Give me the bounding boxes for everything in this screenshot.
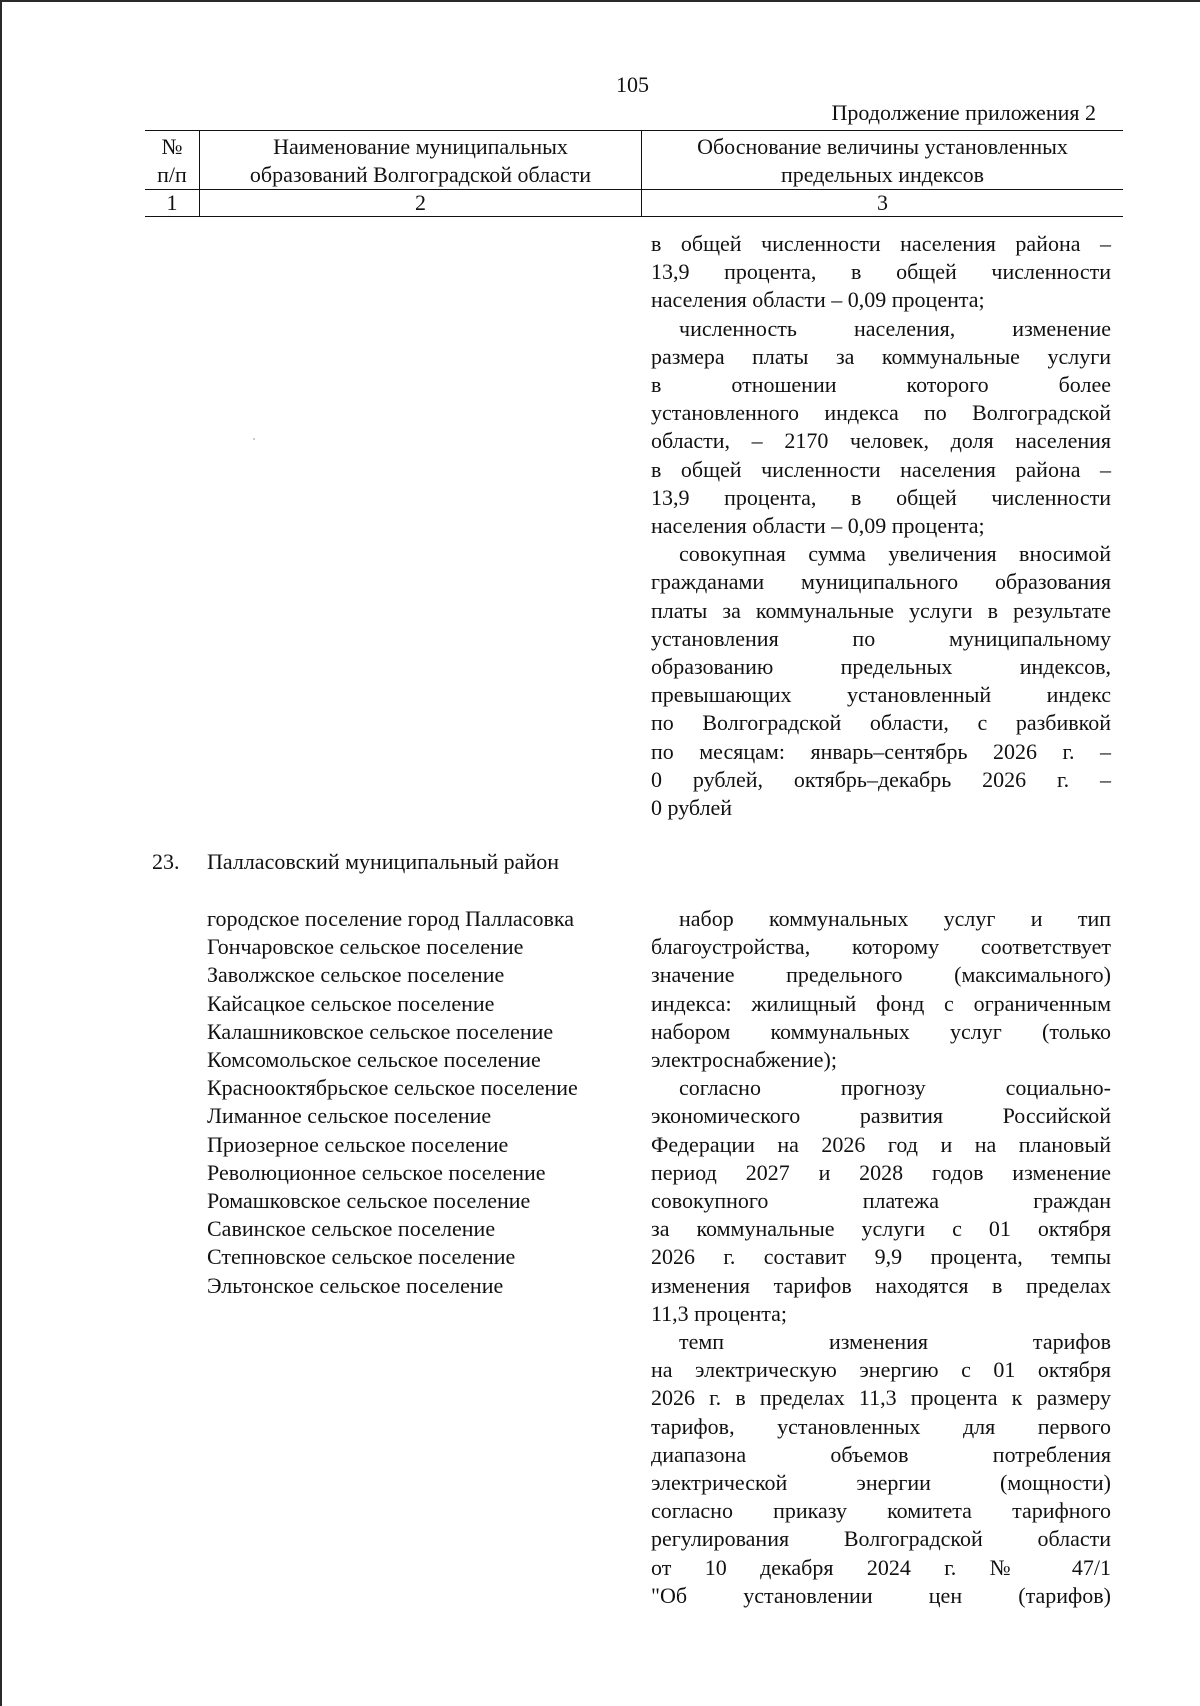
column-number-2: 2 [200,190,642,216]
text-line: по месяцам: январь–сентябрь 2026 г. – [651,738,1111,764]
text-line: гражданами муниципального образования [651,569,1111,595]
list-item: Лиманное сельское поселение [207,1103,492,1129]
text-line: в общей численности населения района – [651,456,1111,482]
list-item: Краснооктябрьское сельское поселение [207,1075,578,1101]
text-line: платы за коммунальные услуги в результате [651,597,1111,623]
header-col-name [200,131,642,189]
text-line: 13,9 процента, в общей численности [651,484,1111,510]
text-line: размера платы за коммунальные услуги [651,343,1111,369]
text-line: согласно приказу комитета тарифного [651,1498,1111,1524]
text-line: благоустройства, которому соответствует [651,934,1111,960]
appendix-note: Продолжение приложения 2 [831,100,1096,125]
text-line: 13,9 процента, в общей численности [651,259,1111,285]
text-line: по Волгоградской области, с разбивкой [651,710,1111,736]
text-line: диапазона объемов потребления [651,1441,1111,1467]
column-number-3: 3 [877,190,888,215]
text-line: набор коммунальных услуг и тип [679,906,1111,931]
page-number: 105 [616,72,649,97]
district-name: Палласовский муниципальный район [207,849,559,874]
list-item: Революционное сельское поселение [207,1159,546,1185]
text-line: превышающих установленный индекс [651,682,1111,708]
justification-block-row23 [651,905,1111,1610]
text-line: численность населения, изменение [679,315,1111,341]
header-col3-line1: Обоснование величины установленных [697,134,1068,159]
text-line: электрической энергии (мощности) [651,1470,1111,1496]
header-col1-line1: № [161,134,183,159]
header-col2-line2: образований Волгоградской области [249,162,592,187]
table-column-numbers-row [145,189,1123,217]
table-header [145,130,1123,217]
list-item: Комсомольское сельское поселение [207,1047,541,1073]
list-item: Гончаровское сельское поселение [207,934,524,960]
text-line: тарифов, установленных для первого [651,1413,1111,1439]
list-item: Степновское сельское поселение [207,1244,516,1270]
text-line: от 10 декабря 2024 г. № 47/1 [651,1554,1111,1580]
list-item: Эльтонское сельское поселение [207,1272,504,1298]
settlement-list [207,905,578,1300]
text-line: "Об установлении цен (тарифов) [651,1582,1111,1608]
header-col2-line1: Наименование муниципальных [273,134,568,159]
text-line: за коммунальные услуги с 01 октября [651,1216,1111,1242]
text-line: согласно прогнозу социально- [679,1075,1111,1101]
text-line: 2026 г. составит 9,9 процента, темпы [651,1244,1111,1270]
text-line: Федерации на 2026 год и на плановый [651,1131,1111,1157]
scan-speck [253,438,255,440]
text-line: совокупная сумма увеличения вносимой [679,541,1111,567]
header-col1-line2: п/п [157,162,187,187]
header-col3-line2: предельных индексов [780,162,985,187]
text-line: изменения тарифов находятся в пределах [651,1272,1111,1298]
text-line: установления по муниципальному [651,625,1111,651]
text-line: образованию предельных индексов, [651,654,1111,680]
text-line: электроснабжение); [651,1047,837,1073]
row-number: 23. [152,849,180,874]
text-line: 0 рублей [651,795,733,821]
list-item: Кайсацкое сельское поселение [207,990,495,1016]
text-line: в отношении которого более [651,372,1111,398]
list-item: Заволжское сельское поселение [207,962,505,988]
header-col-number [145,131,200,189]
list-item: городское поселение город Палласовка [207,906,574,931]
header-col-justification [642,131,1123,189]
text-line: 0 рублей, октябрь–декабрь 2026 г. – [651,766,1111,792]
text-line: регулирования Волгоградской области [651,1526,1111,1552]
text-line: темп изменения тарифов [679,1329,1111,1355]
text-line: экономического развития Российской [651,1103,1111,1129]
list-item: Ромашковское сельское поселение [207,1188,531,1214]
text-line: период 2027 и 2028 годов изменение [651,1159,1111,1185]
table-header-row [145,130,1123,189]
justification-block-continued [651,230,1111,822]
list-item: Савинское сельское поселение [207,1216,496,1242]
text-line: населения области – 0,09 процента; [651,513,985,539]
column-number-1: 1 [145,190,200,216]
text-line: 11,3 процента; [651,1300,788,1326]
text-line: населения области – 0,09 процента; [651,287,985,313]
text-line: набором коммунальных услуг (только [651,1018,1111,1044]
list-item: Приозерное сельское поселение [207,1131,509,1157]
text-line: на электрическую энергию с 01 октября [651,1357,1111,1383]
text-line: в общей численности населения района – [651,231,1111,256]
text-line: совокупного платежа граждан [651,1188,1111,1214]
text-line: области, – 2170 человек, доля населения [651,428,1111,454]
list-item: Калашниковское сельское поселение [207,1018,554,1044]
text-line: установленного индекса по Волгоградской [651,400,1111,426]
text-line: значение предельного (максимального) [651,962,1111,988]
text-line: индекса: жилищный фонд с ограниченным [651,990,1111,1016]
text-line: 2026 г. в пределах 11,3 процента к размеру [651,1385,1111,1411]
